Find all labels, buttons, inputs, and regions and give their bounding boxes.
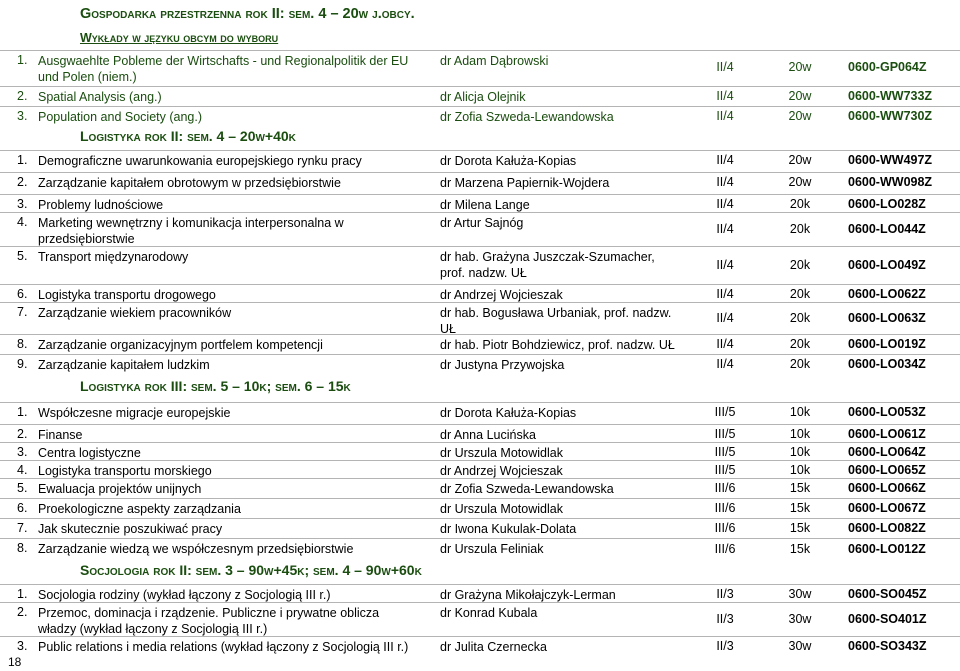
- lecturer-name: dr Urszula Motowidlak: [440, 446, 563, 460]
- course-code: 0600-LO065Z: [848, 463, 926, 477]
- table-row: [0, 498, 960, 519]
- hours: 20w: [788, 109, 812, 123]
- year-semester: III/6: [714, 501, 736, 515]
- row-number: 1.: [17, 53, 28, 67]
- hours: 15k: [789, 481, 811, 495]
- lecturer-name: dr Urszula Feliniak: [440, 542, 544, 556]
- course-title: Ausgwaehlte Pobleme der Wirtschafts - und Regionalpolitik der EU und Polen (niem.): [38, 54, 409, 84]
- course-title: Ewaluacja projektów unijnych: [38, 482, 202, 496]
- course-code: 0600-LO061Z: [848, 427, 926, 441]
- course-title: Transport międzynarodowy: [38, 250, 189, 264]
- course-title: Zarządzanie wiekiem pracowników: [38, 306, 232, 320]
- row-number: 3.: [17, 445, 28, 459]
- course-code: 0600-LO064Z: [848, 445, 926, 459]
- year-semester: II/4: [716, 109, 734, 123]
- table-row: [0, 172, 960, 193]
- course-code: 0600-LO082Z: [848, 521, 926, 535]
- course-code: 0600-LO053Z: [848, 405, 926, 419]
- row-number: 8.: [17, 337, 28, 351]
- lecturer-name: dr Zofia Szweda-Lewandowska: [440, 482, 614, 496]
- lecturer-name: dr Andrzej Wojcieszak: [440, 464, 563, 478]
- row-number: 6.: [17, 501, 28, 515]
- table-row: [0, 424, 960, 443]
- course-code: 0600-LO066Z: [848, 481, 926, 495]
- year-semester: II/3: [716, 612, 734, 626]
- course-code: 0600-SO343Z: [848, 639, 927, 653]
- table-row: [0, 602, 960, 637]
- course-title: Demograficzne uwarunkowania europejskiego rynku pracy: [38, 154, 362, 168]
- lecturer-name: dr Alicja Olejnik: [440, 90, 526, 104]
- table-row: [0, 194, 960, 213]
- document-subtitle: Wykłady w języku obcym do wyboru: [80, 31, 279, 45]
- hours: 15k: [789, 542, 811, 556]
- year-semester: II/4: [716, 311, 734, 325]
- year-semester: III/5: [714, 445, 736, 459]
- course-code: 0600-WW730Z: [848, 109, 933, 123]
- lecturer-name: dr Julita Czernecka: [440, 640, 547, 654]
- course-code: 0600-GP064Z: [848, 60, 927, 74]
- row-number: 8.: [17, 541, 28, 555]
- lecturer-name: dr Grażyna Mikołajczyk-Lerman: [440, 588, 616, 602]
- lecturer-name: dr Urszula Motowidlak: [440, 502, 563, 516]
- year-semester: II/4: [716, 153, 734, 167]
- year-semester: II/4: [716, 287, 734, 301]
- table-row: [0, 354, 960, 375]
- row-number: 2.: [17, 89, 28, 103]
- hours: 20k: [789, 311, 811, 325]
- table-row: [0, 538, 960, 561]
- hours: 20w: [788, 89, 812, 103]
- hours: 20k: [789, 197, 811, 211]
- course-title: Logistyka transportu drogowego: [38, 288, 216, 302]
- row-number: 3.: [17, 109, 28, 123]
- table-row: [0, 302, 960, 335]
- hours: 20w: [788, 153, 812, 167]
- table-row: [0, 518, 960, 539]
- section-heading: Socjologia rok II: sem. 3 – 90w+45k; sem. 4 – 90w+60k: [80, 562, 422, 578]
- year-semester: II/3: [716, 587, 734, 601]
- course-code: 0600-LO049Z: [848, 258, 926, 272]
- year-semester: II/4: [716, 258, 734, 272]
- row-number: 4.: [17, 463, 28, 477]
- row-number: 1.: [17, 405, 28, 419]
- course-title: Population and Society (ang.): [38, 110, 202, 124]
- table-row: [0, 86, 960, 105]
- year-semester: II/4: [716, 357, 734, 371]
- course-title: Zarządzanie organizacyjnym portfelem kompetencji: [38, 338, 323, 352]
- row-number: 7.: [17, 305, 28, 319]
- course-title: Jak skutecznie poszukiwać pracy: [38, 522, 223, 536]
- hours: 20w: [788, 175, 812, 189]
- table-row: [0, 150, 960, 171]
- table-row: [0, 636, 960, 657]
- year-semester: III/5: [714, 427, 736, 441]
- hours: 15k: [789, 501, 811, 515]
- course-code: 0600-LO062Z: [848, 287, 926, 301]
- course-title: Zarządzanie kapitałem ludzkim: [38, 358, 210, 372]
- table-row: [0, 212, 960, 247]
- year-semester: III/6: [714, 521, 736, 535]
- course-title: Współczesne migracje europejskie: [38, 406, 231, 420]
- table-row: [0, 284, 960, 303]
- year-semester: III/5: [714, 463, 736, 477]
- course-title: Zarządzanie wiedzą we współczesnym przedsiębiorstwie: [38, 542, 354, 556]
- course-title: Socjologia rodziny (wykład łączony z Socjologią III r.): [38, 588, 331, 602]
- section-heading: Logistyka rok II: sem. 4 – 20w+40k: [80, 128, 296, 144]
- table-row: [0, 460, 960, 479]
- course-title: Zarządzanie kapitałem obrotowym w przedsiębiorstwie: [38, 176, 341, 190]
- course-title: Finanse: [38, 428, 83, 442]
- course-code: 0600-LO034Z: [848, 357, 926, 371]
- row-number: 3.: [17, 197, 28, 211]
- row-number: 6.: [17, 287, 28, 301]
- hours: 10k: [789, 405, 811, 419]
- table-row: [0, 402, 960, 423]
- hours: 30w: [788, 639, 812, 653]
- year-semester: II/4: [716, 197, 734, 211]
- hours: 10k: [789, 445, 811, 459]
- lecturer-name: dr Anna Lucińska: [440, 428, 536, 442]
- year-semester: II/4: [716, 337, 734, 351]
- course-title: Proekologiczne aspekty zarządzania: [38, 502, 241, 516]
- year-semester: III/5: [714, 405, 736, 419]
- row-number: 7.: [17, 521, 28, 535]
- year-semester: II/4: [716, 175, 734, 189]
- hours: 15k: [789, 521, 811, 535]
- lecturer-name: dr Iwona Kukulak-Dolata: [440, 522, 577, 536]
- year-semester: II/4: [716, 60, 734, 74]
- document-title: Gospodarka przestrzenna rok II: sem. 4 – 20w j.obcy.: [80, 6, 415, 22]
- lecturer-name: dr Adam Dąbrowski: [440, 54, 549, 68]
- course-code: 0600-LO012Z: [848, 542, 926, 556]
- course-title: Centra logistyczne: [38, 446, 141, 460]
- course-code: 0600-LO019Z: [848, 337, 926, 351]
- lecturer-name: dr Marzena Papiernik-Wojdera: [440, 176, 610, 190]
- hours: 20k: [789, 337, 811, 351]
- lecturer-name: dr hab. Bogusława Urbaniak, prof. nadzw. UŁ: [440, 306, 672, 336]
- table-row: [0, 334, 960, 355]
- course-title: Przemoc, dominacja i rządzenie. Publiczne i prywatne oblicza władzy (wykład łączony z Socjologią III r.): [38, 606, 380, 636]
- row-number: 5.: [17, 481, 28, 495]
- year-semester: II/4: [716, 222, 734, 236]
- year-semester: II/4: [716, 89, 734, 103]
- row-number: 3.: [17, 639, 28, 653]
- row-number: 4.: [17, 215, 28, 229]
- hours: 20k: [789, 222, 811, 236]
- course-title: Logistyka transportu morskiego: [38, 464, 212, 478]
- lecturer-name: dr Dorota Kałuża-Kopias: [440, 406, 577, 420]
- hours: 10k: [789, 463, 811, 477]
- lecturer-name: dr Milena Lange: [440, 198, 530, 212]
- hours: 20k: [789, 258, 811, 272]
- course-code: 0600-LO028Z: [848, 197, 926, 211]
- lecturer-name: dr hab. Piotr Bohdziewicz, prof. nadzw. UŁ: [440, 338, 675, 352]
- hours: 20k: [789, 357, 811, 371]
- lecturer-name: dr Konrad Kubala: [440, 606, 538, 620]
- course-code: 0600-WW497Z: [848, 153, 933, 167]
- table-row: [0, 584, 960, 603]
- table-row: [0, 246, 960, 285]
- hours: 20k: [789, 287, 811, 301]
- lecturer-name: dr Dorota Kałuża-Kopias: [440, 154, 577, 168]
- row-number: 1.: [17, 153, 28, 167]
- row-number: 2.: [17, 427, 28, 441]
- course-code: 0600-WW098Z: [848, 175, 933, 189]
- row-number: 2.: [17, 175, 28, 189]
- hours: 30w: [788, 587, 812, 601]
- year-semester: III/6: [714, 481, 736, 495]
- table-row: [0, 106, 960, 125]
- lecturer-name: dr Andrzej Wojcieszak: [440, 288, 563, 302]
- course-code: 0600-SO045Z: [848, 587, 927, 601]
- hours: 10k: [789, 427, 811, 441]
- page-number: 18: [8, 655, 22, 669]
- row-number: 2.: [17, 605, 28, 619]
- lecturer-name: dr Zofia Szweda-Lewandowska: [440, 110, 614, 124]
- course-title: Problemy ludnościowe: [38, 198, 164, 212]
- year-semester: III/6: [714, 542, 736, 556]
- course-title: Marketing wewnętrzny i komunikacja interpersonalna w przedsiębiorstwie: [38, 216, 344, 246]
- row-number: 9.: [17, 357, 28, 371]
- table-row: [0, 442, 960, 461]
- row-number: 1.: [17, 587, 28, 601]
- table-row: [0, 478, 960, 499]
- course-code: 0600-LO067Z: [848, 501, 926, 515]
- course-code: 0600-SO401Z: [848, 612, 927, 626]
- lecturer-name: dr Justyna Przywojska: [440, 358, 565, 372]
- lecturer-name: dr hab. Grażyna Juszczak-Szumacher, prof. nadzw. UŁ: [440, 250, 655, 280]
- course-code: 0600-WW733Z: [848, 89, 933, 103]
- course-code: 0600-LO044Z: [848, 222, 926, 236]
- lecturer-name: dr Artur Sajnóg: [440, 216, 524, 230]
- course-title: Spatial Analysis (ang.): [38, 90, 162, 104]
- section-heading: Logistyka rok III: sem. 5 – 10k; sem. 6 – 15k: [80, 378, 351, 394]
- table-row: [0, 50, 960, 85]
- hours: 30w: [788, 612, 812, 626]
- year-semester: II/3: [716, 639, 734, 653]
- course-title: Public relations i media relations (wykład łączony z Socjologią III r.): [38, 640, 409, 654]
- course-code: 0600-LO063Z: [848, 311, 926, 325]
- hours: 20w: [788, 60, 812, 74]
- row-number: 5.: [17, 249, 28, 263]
